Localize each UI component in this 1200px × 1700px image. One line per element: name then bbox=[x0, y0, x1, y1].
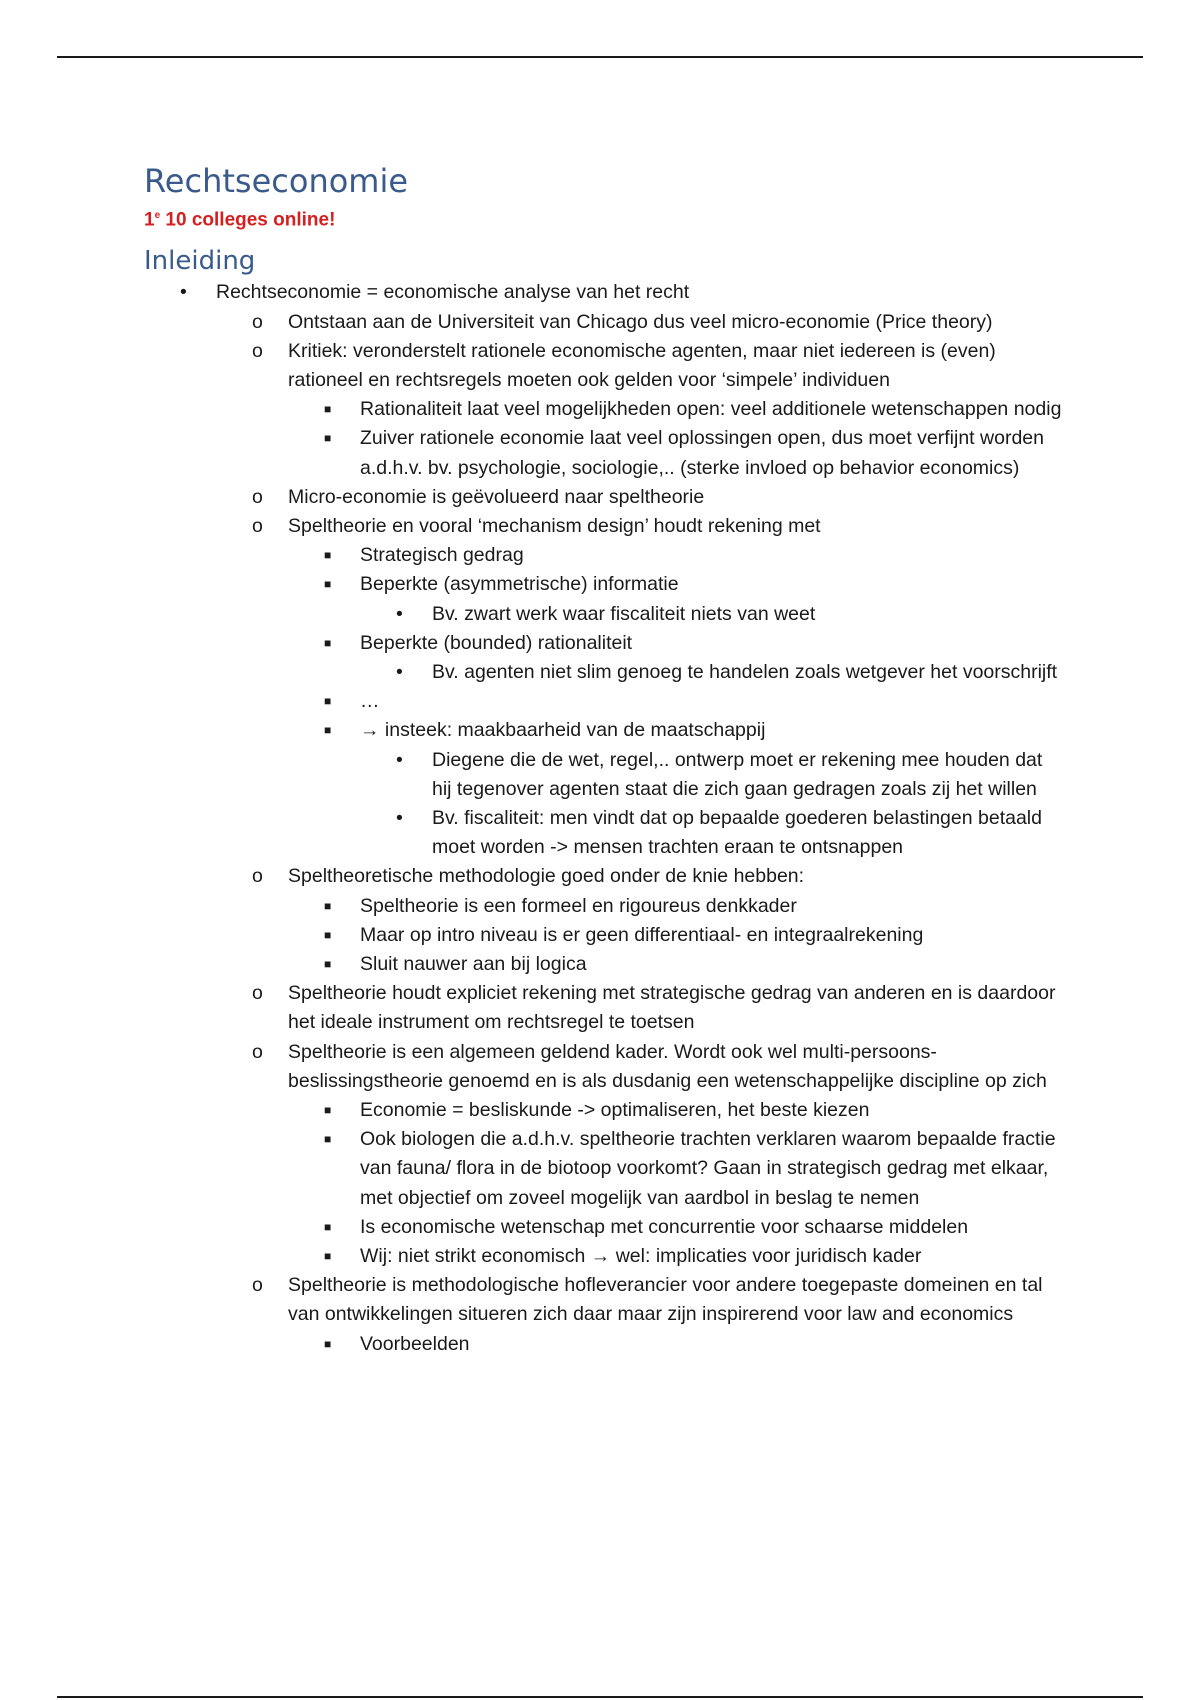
list-item: • Diegene die de wet, regel,.. ontwerp moet er rekening mee houden dat hij tegenover agenten staat die zich gaan gedragen zoals zij het willen bbox=[396, 748, 1043, 800]
list-item: o Micro-economie is geëvolueerd naar speltheorie bbox=[252, 485, 705, 508]
header-rule bbox=[57, 56, 1143, 58]
list-item: o Speltheorie houdt expliciet rekening met strategische gedrag van anderen en is daardoor het ideale instrument om rechtsregel te toetsen bbox=[252, 982, 1056, 1034]
list-item: • Bv. fiscaliteit: men vindt dat op bepaalde goederen belastingen betaald moet worden -> mensen trachten eraan te ontsnappen bbox=[396, 806, 1042, 859]
list-item: ■ … bbox=[324, 690, 380, 713]
list-item-text: Rechtseconomie = economische analyse van het recht bbox=[216, 281, 690, 304]
list-item: o Ontstaan aan de Universiteit van Chicago dus veel micro-economie (Price theory) bbox=[252, 310, 993, 333]
list-item: ■ Speltheorie is een formeel en rigoureus denkkader bbox=[324, 894, 797, 917]
list-item: • Bv. zwart werk waar fiscaliteit niets van weet bbox=[396, 602, 816, 625]
list-item: ■ Economie = besliskunde -> optimaliseren, het beste kiezen bbox=[324, 1099, 870, 1122]
list-item: o Speltheorie is methodologische hofleverancier voor andere toegepaste domeinen en tal van ontwikkelingen situeren zich daar maar zijn inspirerend voor law and economics ■ Voorbeelden bbox=[288, 1271, 1064, 1359]
list-item: ■ Voorbeelden bbox=[324, 1332, 470, 1355]
list-item: ■ Beperkte (bounded) rationaliteit • Bv. agenten niet slim genoeg te handelen zoals wetgever het voorschrijft bbox=[288, 629, 1064, 687]
footer-rule bbox=[57, 1696, 1143, 1698]
list-item: ■ Ook biologen die a.d.h.v. speltheorie trachten verklaren waarom bepaalde fractie van fauna/ flora in de biotoop voorkomt? Gaan in strategisch gedrag met elkaar, met objectief om zoveel mogelijk van aardbol in beslag te nemen bbox=[324, 1128, 1056, 1209]
list-item: o Speltheoretische methodologie goed onder de knie hebben: ■ Speltheorie is een formeel en rigoureus denkkader ■ Maar op intro niveau is er geen differentiaal- en integraalrekening ■ Sluit nauwer aan bij logica bbox=[288, 862, 1064, 979]
list-item: ■ Sluit nauwer aan bij logica bbox=[324, 953, 587, 975]
section-heading: Inleiding bbox=[144, 246, 256, 277]
list-item: ■ Rationaliteit laat veel mogelijkheden open: veel additionele wetenschappen nodig bbox=[324, 398, 1062, 421]
list-item: ■ Maar op intro niveau is er geen differentiaal- en integraalrekening bbox=[324, 923, 924, 946]
bullet-marker: • bbox=[180, 281, 187, 304]
list-item: ■ Wij: niet strikt economisch → wel: implicaties voor juridisch kader bbox=[324, 1245, 922, 1268]
list-item: ■ Zuiver rationele economie laat veel oplossingen open, dus moet verfijnt worden a.d.h.v. bv. psychologie, sociologie,.. (sterke invloed op behavior economics) bbox=[324, 427, 1044, 479]
list-item: • Bv. agenten niet slim genoeg te handelen zoals wetgever het voorschrijft bbox=[396, 660, 1058, 683]
list-item: o Speltheorie en vooral ‘mechanism design’ houdt rekening met ■ Strategisch gedrag ■ Beperkte (asymmetrische) informatie • Bv. zwart werk waar fiscaliteit niets van weet ■ Beperkte (bounded) rationaliteit • Bv. agenten niet slim genoeg te handelen zoals wetgever het voorschrijft ■ … ■ → insteek: maakbaarheid van de maatschappij • Diegene die de wet, regel,.. ontwerp moet er rekening mee houden dat hij tegenover agenten staat die zich gaan gedragen zoals zij het willen • Bv. fiscaliteit: men vindt dat op bepaalde goederen belastingen betaald moet worden -> mensen trachten eraan te ontsnappen bbox=[288, 512, 1064, 862]
list-item: o Kritiek: veronderstelt rationele economische agenten, maar niet iedereen is (even) rationeel en rechtsregels moeten ook gelden voor ‘simpele’ individuen ■ Rationaliteit laat veel mogelijkheden open: veel additionele wetenschappen nodig ■ Zuiver rationele economie laat veel oplossingen open, dus moet verfijnt worden a.d.h.v. bv. psychologie, sociologie,.. (sterke invloed op behavior economics) bbox=[288, 337, 1064, 483]
list-item: ■ Strategisch gedrag bbox=[324, 544, 524, 567]
list-item: o Speltheorie is een algemeen geldend kader. Wordt ook wel multi-persoons-beslissingstheorie genoemd en is als dusdanig een wetenschappelijke discipline op zich ■ Economie = besliskunde -> optimaliseren, het beste kiezen ■ Ook biologen die a.d.h.v. speltheorie trachten verklaren waarom bepaalde fractie van fauna/ flora in de biotoop voorkomt? Gaan in strategisch gedrag met elkaar, met objectief om zoveel mogelijk van aardbol in beslag te nemen ■ Is economische wetenschap met concurrentie voor schaarse middelen ■ Wij: niet strikt economisch → wel: implicaties voor juridisch kader bbox=[288, 1038, 1064, 1272]
list-item: ■ Beperkte (asymmetrische) informatie • Bv. zwart werk waar fiscaliteit niets van weet bbox=[288, 570, 1064, 628]
subtitle-note: 1e 10 colleges online! bbox=[144, 209, 336, 231]
page-title: Rechtseconomie bbox=[144, 162, 409, 200]
bullet-list bbox=[144, 278, 1064, 1359]
list-item bbox=[144, 278, 1064, 1359]
list-item: ■ Is economische wetenschap met concurrentie voor schaarse middelen bbox=[324, 1215, 969, 1238]
document-body bbox=[144, 160, 1064, 1359]
list-item: ■ → insteek: maakbaarheid van de maatschappij • Diegene die de wet, regel,.. ontwerp moet er rekening mee houden dat hij tegenover agenten staat die zich gaan gedragen zoals zij het willen • Bv. fiscaliteit: men vindt dat op bepaalde goederen belastingen betaald moet worden -> mensen trachten eraan te ontsnappen bbox=[288, 716, 1064, 862]
